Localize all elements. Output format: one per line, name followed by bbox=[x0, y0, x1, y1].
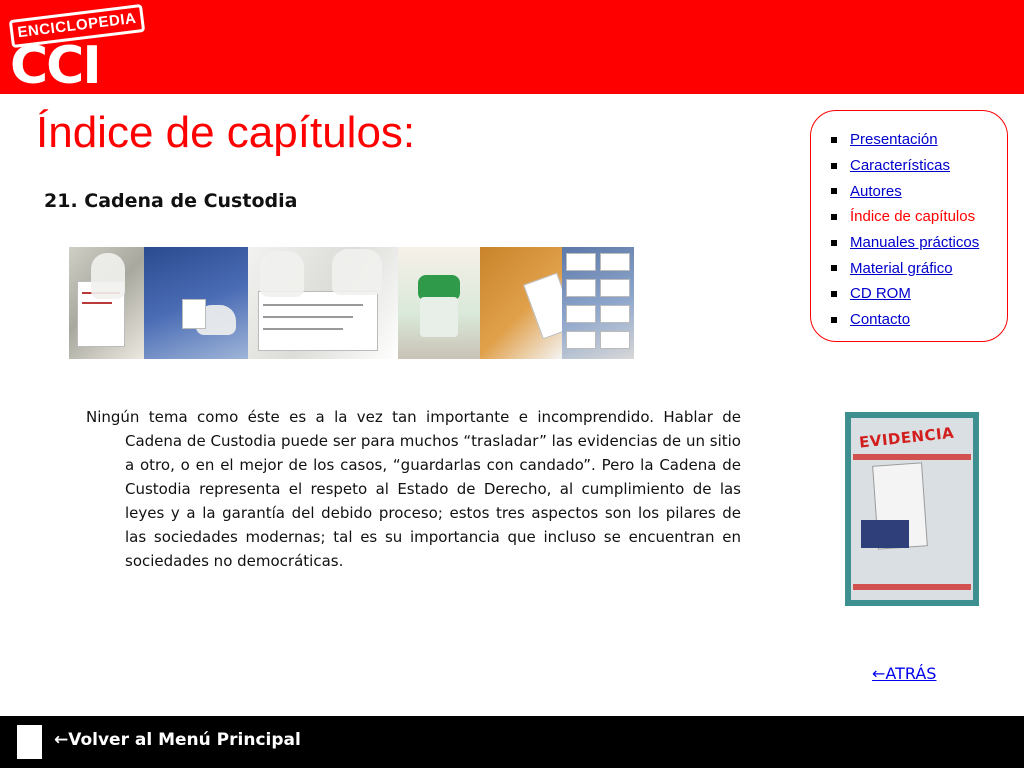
photo-labeled-boxes bbox=[562, 247, 634, 359]
footer-bar bbox=[0, 716, 1024, 768]
chapter-title: 21. Cadena de Custodia bbox=[44, 190, 298, 212]
box-label-shape bbox=[600, 305, 630, 323]
evidence-form-shape bbox=[258, 291, 378, 351]
nav-item-cdrom bbox=[831, 281, 1007, 307]
bullet-icon bbox=[831, 163, 837, 169]
nav-item-autores bbox=[831, 178, 1007, 204]
back-link[interactable]: ←ATRÁS bbox=[872, 664, 937, 683]
bullet-icon bbox=[831, 265, 837, 271]
logo-top-text: ENCICLOPEDIA bbox=[9, 4, 145, 48]
glove-shape bbox=[260, 251, 304, 297]
footer-block-icon bbox=[17, 725, 42, 759]
nav-link-presentacion[interactable]: Presentación bbox=[850, 131, 938, 149]
box-label-shape bbox=[600, 279, 630, 297]
box-label-shape bbox=[566, 279, 596, 297]
nav-link-contacto[interactable]: Contacto bbox=[850, 311, 911, 329]
nav-link-cdrom[interactable]: CD ROM bbox=[850, 285, 911, 303]
photo-sealing-tape bbox=[248, 247, 398, 359]
nav-link-manuales[interactable]: Manuales prácticos bbox=[850, 234, 980, 252]
bullet-icon bbox=[831, 137, 837, 143]
glove-shape bbox=[91, 253, 125, 299]
nav-link-caracteristicas[interactable]: Características bbox=[850, 157, 951, 175]
box-label-shape bbox=[566, 331, 596, 349]
box-label-shape bbox=[566, 253, 596, 271]
photo-specimen-jar bbox=[398, 247, 480, 359]
bullet-icon bbox=[831, 240, 837, 246]
nav-item-indice bbox=[831, 204, 1007, 230]
nav-item-material bbox=[831, 255, 1007, 281]
jar-body-shape bbox=[420, 297, 458, 337]
enciclopedia-cci-logo[interactable] bbox=[6, 8, 146, 96]
envelope-tag-shape bbox=[523, 273, 562, 340]
nav-item-caracteristicas bbox=[831, 153, 1007, 179]
photo-technician-gown bbox=[144, 247, 248, 359]
evidence-bag-label: EVIDENCIA bbox=[858, 423, 956, 452]
bag-stripe bbox=[853, 584, 971, 590]
bag-seal-tag bbox=[861, 520, 909, 548]
bullet-icon bbox=[831, 188, 837, 194]
nav-link-autores[interactable]: Autores bbox=[850, 182, 902, 200]
evidence-bag-image bbox=[845, 412, 979, 606]
chapter-nav-box bbox=[810, 110, 1008, 342]
nav-item-manuales bbox=[831, 230, 1007, 256]
nav-link-material[interactable]: Material gráfico bbox=[850, 259, 953, 277]
bag-stripe bbox=[853, 454, 971, 460]
header-bar bbox=[0, 0, 1024, 94]
nav-current-indice: Índice de capítulos bbox=[850, 208, 976, 226]
logo-bottom-text: CCI bbox=[10, 36, 100, 96]
nav-item-contacto bbox=[831, 307, 1007, 333]
box-label-shape bbox=[600, 331, 630, 349]
box-label-shape bbox=[600, 253, 630, 271]
evidence-slip-shape bbox=[182, 299, 206, 329]
glove-shape bbox=[332, 249, 382, 295]
bullet-icon bbox=[831, 291, 837, 297]
photo-envelope bbox=[480, 247, 562, 359]
bullet-icon bbox=[831, 317, 837, 323]
nav-item-presentacion bbox=[831, 127, 1007, 153]
main-menu-link[interactable]: ←Volver al Menú Principal bbox=[54, 730, 301, 750]
evidence-bag-body bbox=[851, 418, 973, 600]
photo-gloved-hands-bag bbox=[69, 247, 144, 359]
page-title: Índice de capítulos: bbox=[36, 108, 416, 157]
chain-of-custody-photo-strip bbox=[69, 247, 634, 359]
nav-list bbox=[831, 127, 1007, 333]
box-label-shape bbox=[566, 305, 596, 323]
bullet-icon bbox=[831, 214, 837, 220]
chapter-description: Ningún tema como éste es a la vez tan importante e incomprendido. Hablar de Cadena de Custodia puede ser para muchos “trasladar” las evidencias de un sitio a otro, o en el mejor de los casos, “guardarlas con candado”. Pero la Cadena de Custodia representa el respeto al Estado de Derecho, al cumplimiento de las leyes y a la garantía del debido proceso; estos tres aspectos son los pilares de las sociedades modernas; tal es su importancia que incluso se encuentran en sociedades no democráticas. bbox=[86, 408, 741, 570]
